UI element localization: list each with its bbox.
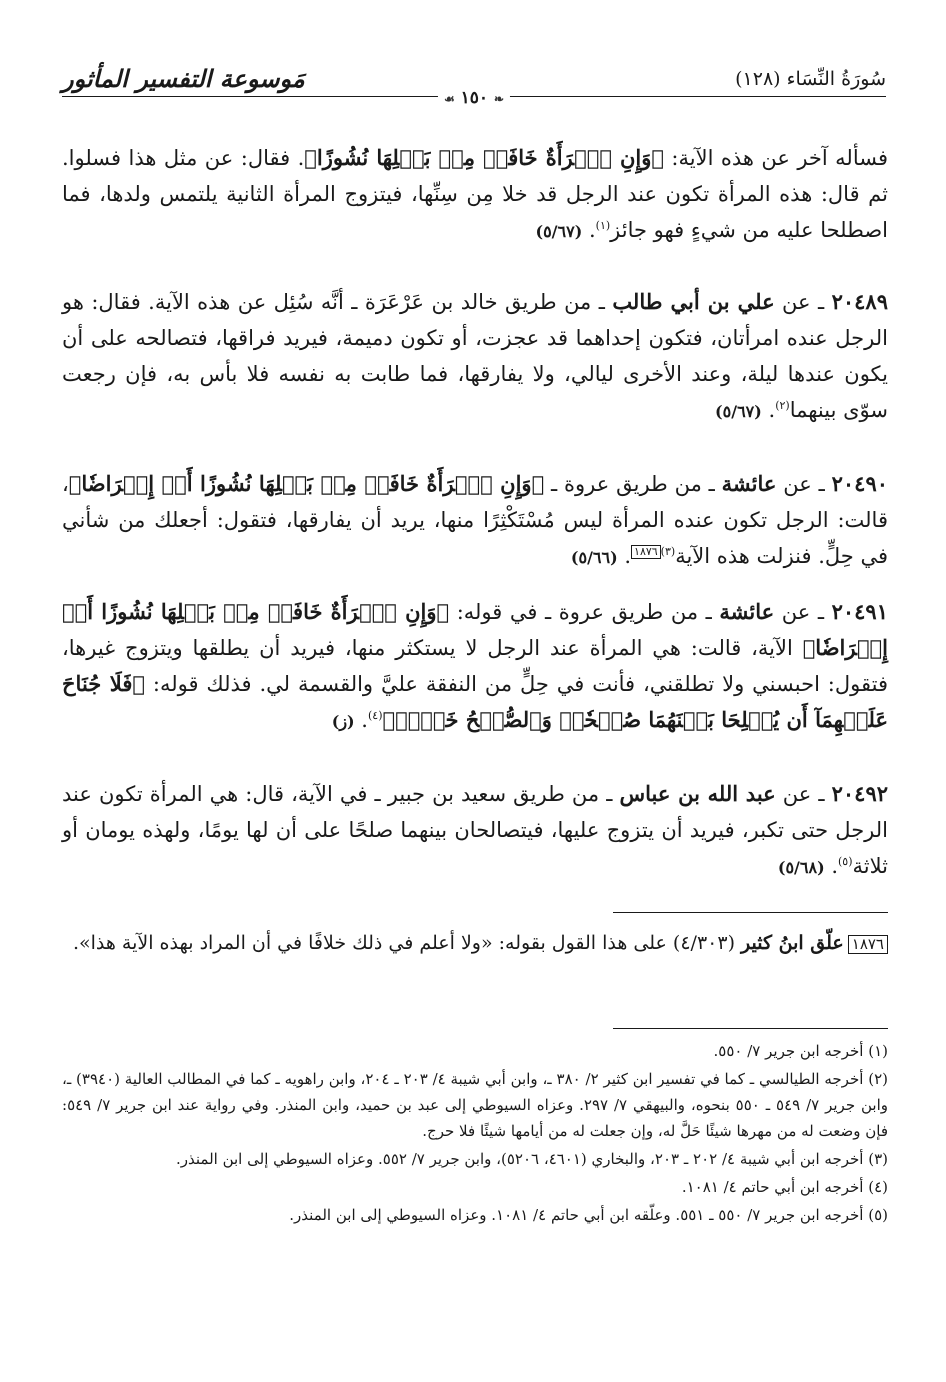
text: ـ من طريق سعيد بن جبير ـ في الآية، قال: هي المرأة تكون عند الرجل حتى تكبر، فيريد أن يتزوج عليها، فيتصالحان بينهما صلحًا على أن لها يومًا، ولهذه يومان أو ثلاثة [62,782,888,878]
entry-20490 [62,466,888,576]
ornament-icon: ☙ [443,92,455,106]
footnote-ref: (٥) [838,855,853,868]
source-citation: (٥/٦٧) [715,402,762,421]
quran-verse: ﴿وَإِنِ ٱمۡرَأَةٌ خَافَتۡ مِنۢ بَعۡلِهَا نُشُوزًا أَوۡ إِعۡرَاضٗا﴾ [68,471,545,496]
entry-number: ٢٠٤٩٠ [831,471,889,496]
commentary-ref-box[interactable]: ١٨٧٦ [631,545,661,559]
footnote-ref: (٤) [367,709,383,722]
text: . فقال: عن مثل هذا فسلوا. ثم قال: هذه المرأة تكون عند الرجل قد خلا مِن سِنِّها، فيتزوج المرأة الثانية يلتمس ولدها، فما اصطلحا عليه من شيءٍ فهو جائز [62,146,888,242]
entry-number: ٢٠٤٨٩ [831,289,888,314]
footnote-ref: (٢) [775,399,790,412]
page-number-value: ١٥٠ [460,88,489,108]
commentary-author: علّق ابنُ كثير [741,932,844,954]
entry-number: ٢٠٤٩١ [831,599,888,624]
text: . [354,708,368,732]
text: فسأله آخر عن هذه الآية: [664,146,888,170]
paragraph-continuation [62,140,888,250]
narrator-name: عائشة [721,471,777,496]
narrator-name: عائشة [719,599,775,624]
commentary-number-box: ١٨٧٦ [848,935,888,954]
footnote-item: (٤) أخرجه ابن أبي حاتم ٤/ ١٠٨١. [681,1178,888,1196]
footnote-ref: (٣) [660,545,676,558]
source-citation: (٥/٦٨) [777,858,825,877]
entry-20489 [62,284,888,430]
entry-20492 [62,776,888,886]
text: ـ عن [774,600,832,624]
text: ـ من طريق عروة ـ [544,472,722,496]
footnote-item: (١) أخرجه ابن جرير ٧/ ٥٥٠. [713,1042,888,1060]
footnote-ref: (١) [595,219,611,232]
source-citation: (٥/٦٧) [535,222,583,241]
footnote-item: (٥) أخرجه ابن جرير ٧/ ٥٥٠ ـ ٥٥١. وعلّقه ابن أبي حاتم ٤/ ١٠٨١. وعزاه السيوطي إلى ابن المنذر. [289,1206,888,1224]
entry-20491 [62,594,888,740]
text: . [617,544,632,568]
narrator-name: عبد الله بن عباس [619,781,776,806]
text: ـ من طريق عروة ـ في قوله: [449,600,720,624]
text: . [582,218,596,242]
text: ـ عن [775,782,832,806]
commentary-note [62,926,888,961]
text: ـ عن [774,290,832,314]
text: . [824,854,838,878]
footnote-item: (٢) أخرجه الطيالسي ـ كما في تفسير ابن كثير ٢/ ٣٨٠ ـ، وابن أبي شيبة ٤/ ٢٠٣ ـ ٢٠٤، وابن راهويه ـ كما في المطالب العالية (٣٩٤٠) ـ، وابن جرير ٧/ ٥٤٩ ـ ٥٥٠ بنحوه، والبيهقي ٧/ ٢٩٧. وعزاه السيوطي إلى عبد بن حميد، وابن المنذر. وفي رواية عند ابن جرير ٧/ ٥٤٩: فإن وضعت له من مهرها شيئًا حَلَّ له، وإن جعلت له من أيامها شيئًا فلا حرج. [62,1070,888,1140]
footnote-item: (٣) أخرجه ابن أبي شيبة ٤/ ٢٠٢ ـ ٢٠٣، والبخاري (٤٦٠١، ٥٢٠٦)، وابن جرير ٧/ ٥٥٢. وعزاه السيوطي إلى ابن المنذر. [176,1150,888,1168]
text: ، قالت: الرجل تكون عنده المرأة ليس مُسْتَكْثِرًا منها، يريد أن يفارقها، فتقول: أجعلك من شأني في حِلٍّ. فنزلت هذه الآية [62,472,888,568]
text: الآية، قالت: هي المرأة عند الرجل لا يستكثر منها، فيريد أن يطلقها ويتزوج غيرها، فتقول: احبسني ولا تطلقني، فأنت في حِلٍّ من النفقة عليَّ والقسمة لي. فذلك قوله: [62,636,888,696]
book-title: مَوسوعة التفسير المأثور [62,64,305,93]
source-citation: (ز) [331,712,355,731]
ornament-icon: ❧ [493,92,505,106]
narrator-name: علي بن أبي طالب [612,289,775,314]
footnotes [62,1038,888,1230]
surah-title: سُورَةُ النِّسَاء (١٢٨) [735,68,886,90]
source-citation: (٥/٦٦) [570,548,618,567]
commentary-separator [613,912,888,913]
entry-number: ٢٠٤٩٢ [831,781,889,806]
page-number [438,88,510,108]
text: ـ عن [776,472,832,496]
text: . [761,398,776,422]
footnote-separator [613,1028,888,1029]
quran-verse: ﴿فَلَا جُنَاحَ عَلَيۡهِمَآ أَن يُصۡلِحَا بَيۡنَهُمَا صُلۡحٗاۚ وَٱلصُّلۡحُ خَيۡرٞ﴾ [62,671,888,732]
commentary-text: (٤/٣٠٣) على هذا القول بقوله: «ولا أعلم في ذلك خلافًا في أن المراد بهذه الآية هذا». [72,932,742,954]
running-header [62,58,886,106]
text: ـ من طريق خالد بن عَرْعَرَة ـ أنَّه سُئِل عن هذه الآية. فقال: هو الرجل عنده امرأتان، فتكون إحداهما قد عجزت، أو تكون دميمة، فيريد فراقها، فتصالحه على أن يكون عندها ليلة، وعند الأخرى ليالي، ولا يفارقها، فما طابت به نفسه فلا بأس به، فإن رجعت سوّى بينهما [62,290,888,422]
quran-verse: ﴿وَإِنِ ٱمۡرَأَةٌ خَافَتۡ مِنۢ بَعۡلِهَا نُشُوزًا﴾ [304,145,664,170]
quran-verse: ﴿وَإِنِ ٱمۡرَأَةٌ خَافَتۡ مِنۢ بَعۡلِهَا نُشُوزًا أَوۡ إِعۡرَاضٗا﴾ [62,599,888,660]
